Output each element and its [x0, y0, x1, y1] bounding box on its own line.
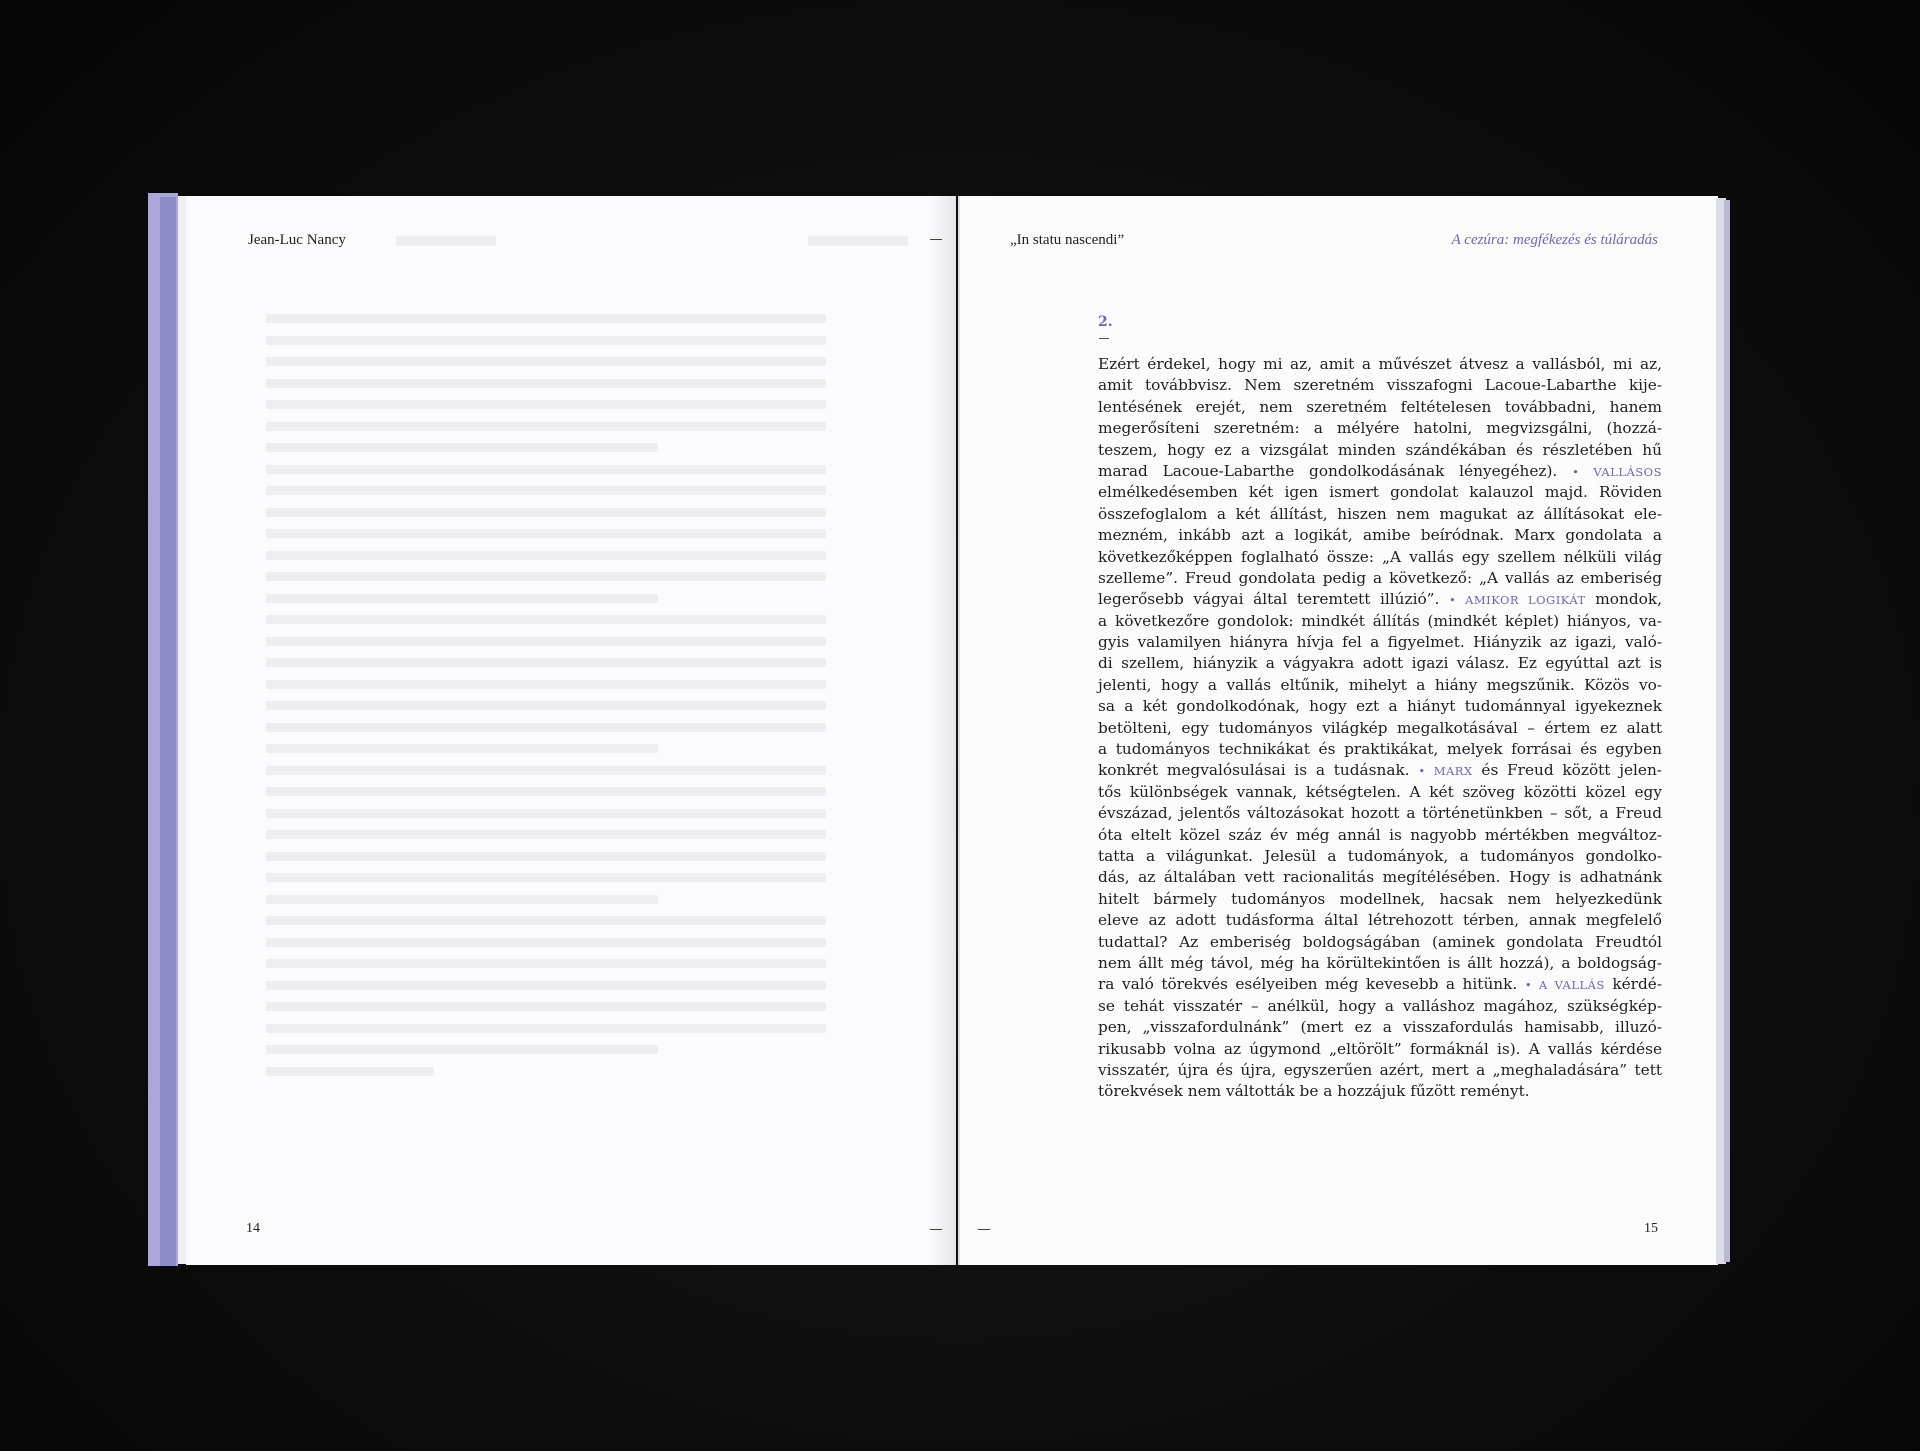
line-text: gyis valamilyen hiányra hívja fel a figyelmet. Hiányzik az igazi, való-	[1098, 633, 1662, 652]
show-through-line	[266, 551, 826, 560]
line-text: pen, „visszafordulnánk” (mert ez a visszafordulás hamisabb, illuzó-	[1098, 1018, 1662, 1037]
right-page-edge-inner	[1724, 200, 1730, 1262]
page-number-right: 15	[1644, 1221, 1658, 1236]
text-line	[1098, 397, 1662, 418]
text-line	[1098, 718, 1662, 739]
page-stack-edge-inner	[160, 197, 176, 1266]
show-through-line	[266, 615, 826, 624]
text-line	[1098, 867, 1662, 888]
line-text: óta eltelt közel száz év még annál is nagyobb mértékben megváltoz-	[1098, 825, 1662, 844]
show-through-line	[266, 873, 826, 882]
line-text: Ezért érdekel, hogy mi az, amit a művészet átvesz a vallásból, mi az,	[1098, 355, 1662, 373]
section-number: 2.	[1098, 314, 1113, 330]
text-line	[1098, 653, 1662, 674]
line-text: amit továbbvisz. Nem szeretném visszafogni Lacoue-Labarthe kije-	[1098, 376, 1662, 395]
margin-marker: • MARX	[1418, 764, 1473, 779]
show-through-line	[266, 486, 826, 495]
line-text: eleve az adott tudásforma által létrehozott térben, annak megfelelő	[1098, 911, 1662, 930]
show-through-line	[266, 744, 658, 753]
text-line	[1098, 803, 1662, 824]
line-text: dás, az általában vett racionalitás megítélésében. Hogy is adhatnánk	[1098, 868, 1662, 887]
show-through-line	[266, 637, 826, 646]
text-line	[1098, 953, 1662, 974]
show-through-line	[266, 830, 826, 839]
show-through-line	[266, 701, 826, 710]
text-line	[1098, 418, 1662, 439]
show-through-line	[266, 465, 826, 474]
show-through-line	[266, 938, 826, 947]
line-text: konkrét megvalósulásai is a tudásnak.	[1098, 761, 1410, 780]
show-through-line	[266, 443, 658, 452]
line-text: visszatér, újra és újra, egyszerűen azért, mert a „meghaladására” tett	[1098, 1060, 1662, 1079]
line-text: megerősíteni szeretném: a mélyére hatolni, megvizsgálni, (hozzá-	[1098, 419, 1662, 438]
text-line	[1098, 461, 1662, 482]
text-line	[1098, 1060, 1662, 1081]
show-through-line	[266, 787, 826, 796]
show-through-line	[266, 852, 826, 861]
text-line	[1098, 1081, 1662, 1102]
body-text	[1098, 354, 1662, 1103]
show-through-line	[266, 594, 658, 603]
show-through-line	[266, 529, 826, 538]
show-through-line	[266, 400, 826, 409]
line-text: ra való törekvés esélyeiben még kevesebb a hitünk.	[1098, 975, 1518, 994]
show-through-line	[266, 766, 826, 775]
footer-dash	[978, 1229, 990, 1230]
text-line	[1098, 825, 1662, 846]
text-line	[1098, 996, 1662, 1017]
line-text: jelenti, hogy a vallás eltűnik, mihelyt a hiány megszűnik. Közös vo-	[1098, 675, 1662, 694]
show-through-line	[266, 379, 826, 388]
line-text: marad Lacoue-Labarthe gondolkodásának lényegéhez).	[1098, 461, 1558, 480]
text-line	[1098, 760, 1662, 781]
show-through-line	[266, 809, 826, 818]
line-text: törekvések nem váltották be a hozzájuk fűzött reményt.	[1098, 1082, 1530, 1101]
show-through-line	[266, 572, 826, 581]
running-head-author: Jean-Luc Nancy	[248, 232, 346, 248]
show-through-line	[266, 680, 826, 689]
line-text: nem állt még távol, még ha körültekintően is állt hozzá), a boldogság-	[1098, 953, 1662, 972]
line-text: sa a két gondolkodónak, hogy ezt a hiányt tudománnyal igyekeznek	[1098, 697, 1662, 716]
line-text: következőképpen foglalható össze: „A vallás egy szellem nélküli világ	[1098, 547, 1662, 566]
text-line	[1098, 375, 1662, 396]
book-gutter	[930, 196, 960, 1265]
show-through-line	[266, 658, 826, 667]
line-text: betölteni, egy tudományos világkép megalkotásával – értem ez alatt	[1098, 718, 1662, 737]
text-line	[1098, 568, 1662, 589]
text-line	[1098, 354, 1662, 375]
line-text-continued: kérdé-	[1612, 975, 1663, 994]
line-text: lentésének erejét, nem szeretném feltételesen továbbadni, hanem	[1098, 397, 1662, 416]
text-line	[1098, 547, 1662, 568]
text-line	[1098, 632, 1662, 653]
show-through-line	[266, 314, 826, 323]
text-line	[1098, 525, 1662, 546]
text-line	[1098, 440, 1662, 461]
line-text: elmélkedésemben két igen ismert gondolat kalauzol majd. Röviden	[1098, 483, 1662, 502]
show-through-line	[266, 1045, 658, 1054]
line-text: mezném, inkább azt a logikát, amibe beíródnak. Marx gondolata a	[1098, 526, 1662, 545]
text-line	[1098, 846, 1662, 867]
text-line	[1098, 482, 1662, 503]
text-line	[1098, 974, 1662, 995]
line-text-continued: mondok,	[1595, 590, 1662, 609]
show-through-text-block	[266, 314, 826, 1088]
show-through-line	[266, 1002, 826, 1011]
line-text: a következőre gondolok: mindkét állítás (mindkét képlet) hiányos, va-	[1098, 611, 1662, 630]
line-text: hitelt bármely tudományos modellnek, hacsak nem helyezkedünk	[1098, 889, 1662, 908]
text-line	[1098, 1017, 1662, 1038]
line-text: évszázad, jelentős változásokat hozott a történetünkben – sőt, a Freud	[1098, 804, 1662, 823]
line-text: rikusabb volna az úgymond „eltörölt” formáknál is). A vallás kérdése	[1098, 1039, 1662, 1058]
left-page	[186, 196, 956, 1265]
line-text: tudattal? Az emberiség boldogságában (aminek gondolata Freudtól	[1098, 932, 1662, 951]
text-line	[1098, 1039, 1662, 1060]
show-through-line	[266, 723, 826, 732]
right-page	[958, 196, 1718, 1265]
show-through-line	[266, 1024, 826, 1033]
page-number-left: 14	[246, 1221, 260, 1236]
line-text: teszem, hogy ez a vizsgálat minden szándékában és részletében hű	[1098, 440, 1662, 459]
show-through-line	[266, 959, 826, 968]
line-text: di szellem, hiányzik a vágyakra adott igazi válasz. Ez egyúttal azt is	[1098, 654, 1662, 673]
text-line	[1098, 675, 1662, 696]
line-text: se tehát visszatér – anélkül, hogy a valláshoz magához, szükségkép-	[1098, 996, 1662, 1015]
line-text: legerősebb vágyai által teremtett illúzió”.	[1098, 590, 1440, 609]
margin-marker: • VALLÁSOS	[1572, 464, 1662, 479]
show-through-line	[266, 422, 826, 431]
show-through-line	[266, 895, 658, 904]
line-text: tős különbségek vannak, kétségtelen. A két szöveg közötti közel egy	[1098, 782, 1662, 801]
text-line	[1098, 504, 1662, 525]
running-head-chapter: A cezúra: megfékezés és túláradás	[1451, 232, 1658, 248]
page-stack-edge-light	[178, 196, 186, 1264]
text-line	[1098, 739, 1662, 760]
show-through-line	[266, 1067, 434, 1076]
text-line	[1098, 889, 1662, 910]
show-through-line	[266, 357, 826, 366]
text-line	[1098, 932, 1662, 953]
show-through-text	[396, 236, 496, 246]
margin-marker: • A VALLÁS	[1524, 978, 1605, 993]
show-through-line	[266, 981, 826, 990]
show-through-line	[266, 336, 826, 345]
text-line	[1098, 910, 1662, 931]
line-text: tatta a világunkat. Jelesül a tudományok, a tudományos gondolko-	[1098, 846, 1662, 865]
line-text: a tudományos technikákat és praktikákat, melyek forrásai és egyben	[1098, 740, 1662, 759]
line-text: szelleme”. Freud gondolata pedig a következő: „A vallás az emberiség	[1098, 568, 1662, 587]
line-text-continued: és Freud között jelen-	[1481, 761, 1662, 780]
text-line	[1098, 782, 1662, 803]
running-head-title: „In statu nascendi”	[1010, 232, 1125, 248]
show-through-text	[808, 236, 908, 246]
line-text: összefoglalom a két állítást, hiszen nem magukat az állításokat ele-	[1098, 504, 1662, 523]
text-line	[1098, 611, 1662, 632]
margin-marker: • AMIKOR LOGIKÁT	[1448, 593, 1586, 608]
show-through-line	[266, 916, 826, 925]
section-dash	[1099, 338, 1109, 339]
text-line	[1098, 696, 1662, 717]
text-line	[1098, 589, 1662, 610]
show-through-line	[266, 508, 826, 517]
